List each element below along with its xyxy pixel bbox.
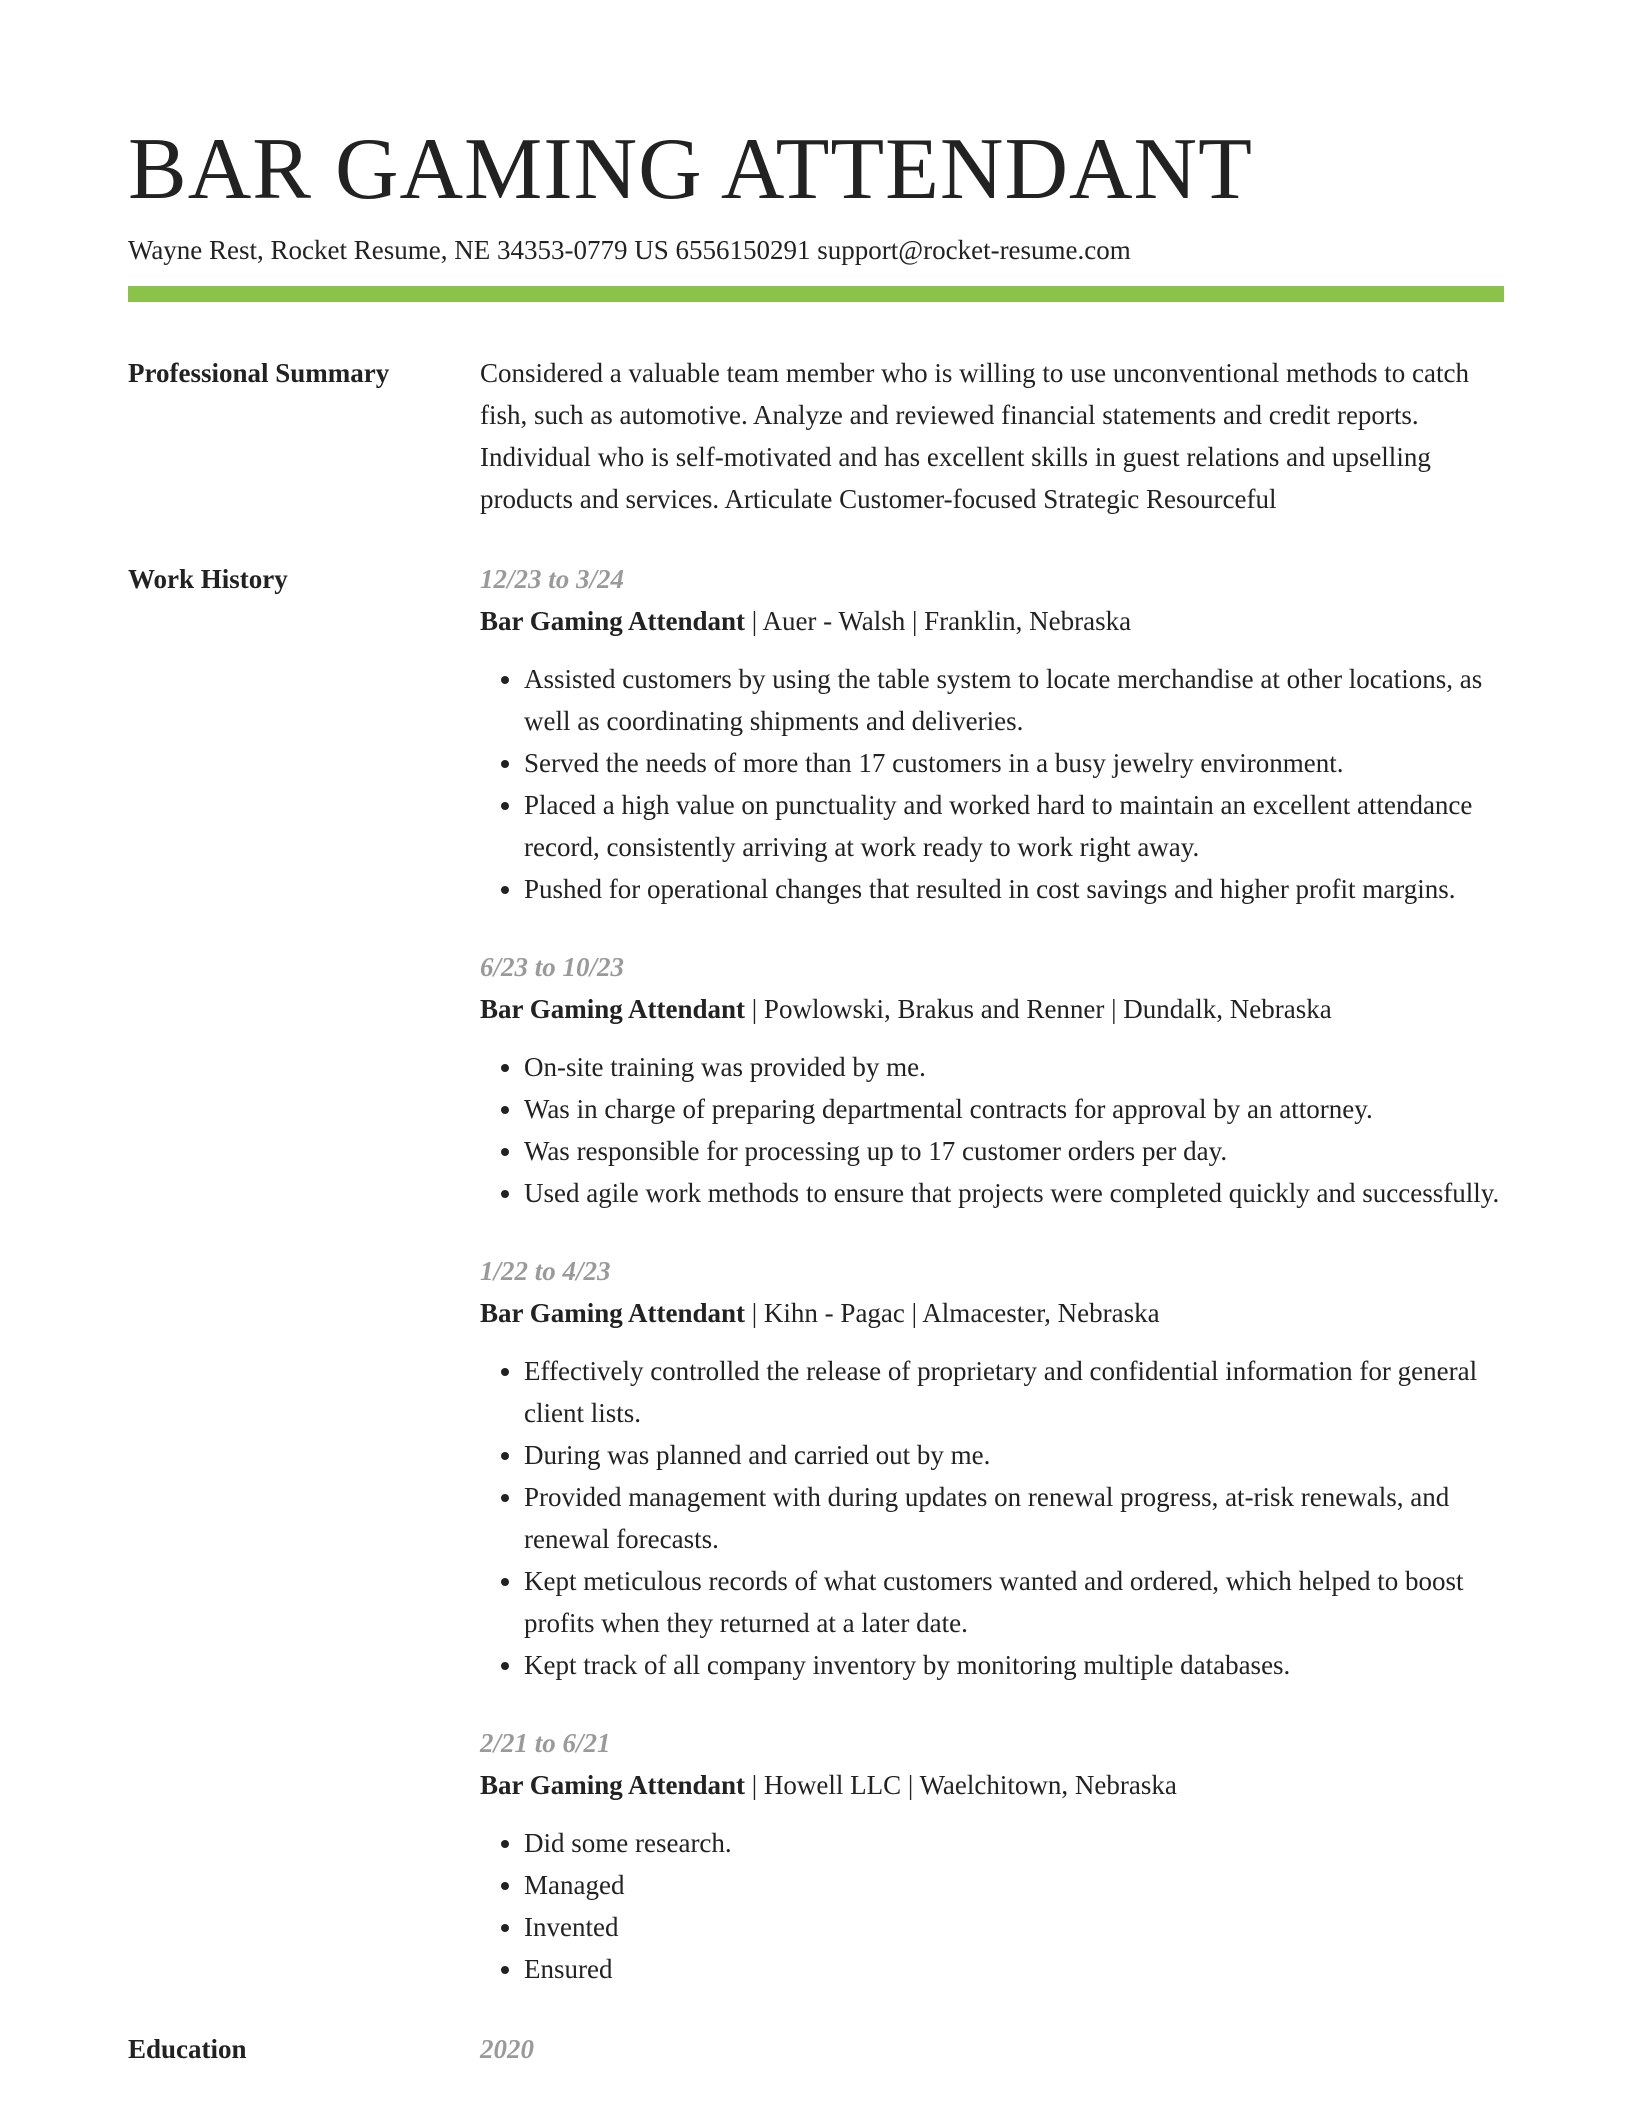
job-entry [480,1722,1504,1990]
section-label: Education [128,2034,247,2064]
list-item: • Did some research. [524,1822,1504,1864]
job-title: Bar Gaming Attendant [480,994,746,1024]
section-label: Professional Summary [128,358,390,388]
job-employer-location: | Kihn - Pagac | Almacester, Nebraska [745,1298,1160,1328]
list-item: • Kept meticulous records of what customers wanted and ordered, which helped to boost profits when they returned at a later date. [524,1560,1504,1644]
list-item: • Provided management with during updates on renewal progress, at-risk renewals, and renewal forecasts. [524,1476,1504,1560]
job-employer-location: | Powlowski, Brakus and Renner | Dundalk, Nebraska [745,994,1332,1024]
list-item: • Was in charge of preparing departmental contracts for approval by an attorney. [524,1088,1504,1130]
job-dates: 1/22 to 4/23 [480,1256,611,1286]
accent-divider [128,286,1504,302]
job-entry [480,558,1504,910]
job-title: Bar Gaming Attendant [480,606,746,636]
list-item: • Used agile work methods to ensure that projects were completed quickly and successfully. [524,1172,1504,1214]
section-professional-summary [128,352,1504,520]
job-role-line [480,1764,1504,1806]
list-item: • Effectively controlled the release of proprietary and confidential information for general client lists. [524,1350,1504,1434]
job-entry [480,946,1504,1214]
list-item: • Invented [524,1906,1504,1948]
summary-text: Considered a valuable team member who is willing to use unconventional methods to catch fish, such as automotive. Analyze and reviewed financial statements and credit reports. Individual who is self-motivated and has excellent skills in guest relations and upselling products and services. Articulate Customer-focused Strategic Resourceful [480,358,1470,514]
list-item: • On-site training was provided by me. [524,1046,1504,1088]
list-item: • During was planned and carried out by me. [524,1434,1504,1476]
candidate-name: BAR GAMING ATTENDANT [128,121,1253,218]
job-bullets [480,1350,1504,1686]
job-list [480,558,1504,1990]
job-bullets [480,1046,1504,1214]
list-item: • Kept track of all company inventory by monitoring multiple databases. [524,1644,1504,1686]
section-label: Work History [128,564,288,594]
list-item: • Assisted customers by using the table system to locate merchandise at other locations, as well as coordinating shipments and deliveries. [524,658,1504,742]
job-role-line [480,600,1504,642]
job-title: Bar Gaming Attendant [480,1770,746,1800]
job-employer-location: | Auer - Walsh | Franklin, Nebraska [745,606,1132,636]
job-role-line [480,1292,1504,1334]
resume-page [128,120,1504,2070]
job-employer-location: | Howell LLC | Waelchitown, Nebraska [745,1770,1177,1800]
job-dates: 6/23 to 10/23 [480,952,625,982]
education-dates: 2020 [480,2034,534,2064]
list-item: • Placed a high value on punctuality and worked hard to maintain an excellent attendance record, consistently arriving at work ready to work right away. [524,784,1504,868]
job-title: Bar Gaming Attendant [480,1298,746,1328]
job-dates: 12/23 to 3/24 [480,564,625,594]
list-item: • Served the needs of more than 17 customers in a busy jewelry environment. [524,742,1504,784]
job-bullets [480,658,1504,910]
job-dates: 2/21 to 6/21 [480,1728,611,1758]
list-item: • Pushed for operational changes that resulted in cost savings and higher profit margins. [524,868,1504,910]
contact-line: Wayne Rest, Rocket Resume, NE 34353-0779 US 6556150291 support@rocket-resume.com [128,235,1131,265]
job-bullets [480,1822,1504,1990]
education-body [480,2028,1504,2070]
list-item: • Managed [524,1864,1504,1906]
job-entry [480,1250,1504,1686]
section-education [128,2028,1504,2070]
section-work-history [128,558,1504,1990]
list-item: • Was responsible for processing up to 17 customer orders per day. [524,1130,1504,1172]
list-item: • Ensured [524,1948,1504,1990]
job-role-line [480,988,1504,1030]
